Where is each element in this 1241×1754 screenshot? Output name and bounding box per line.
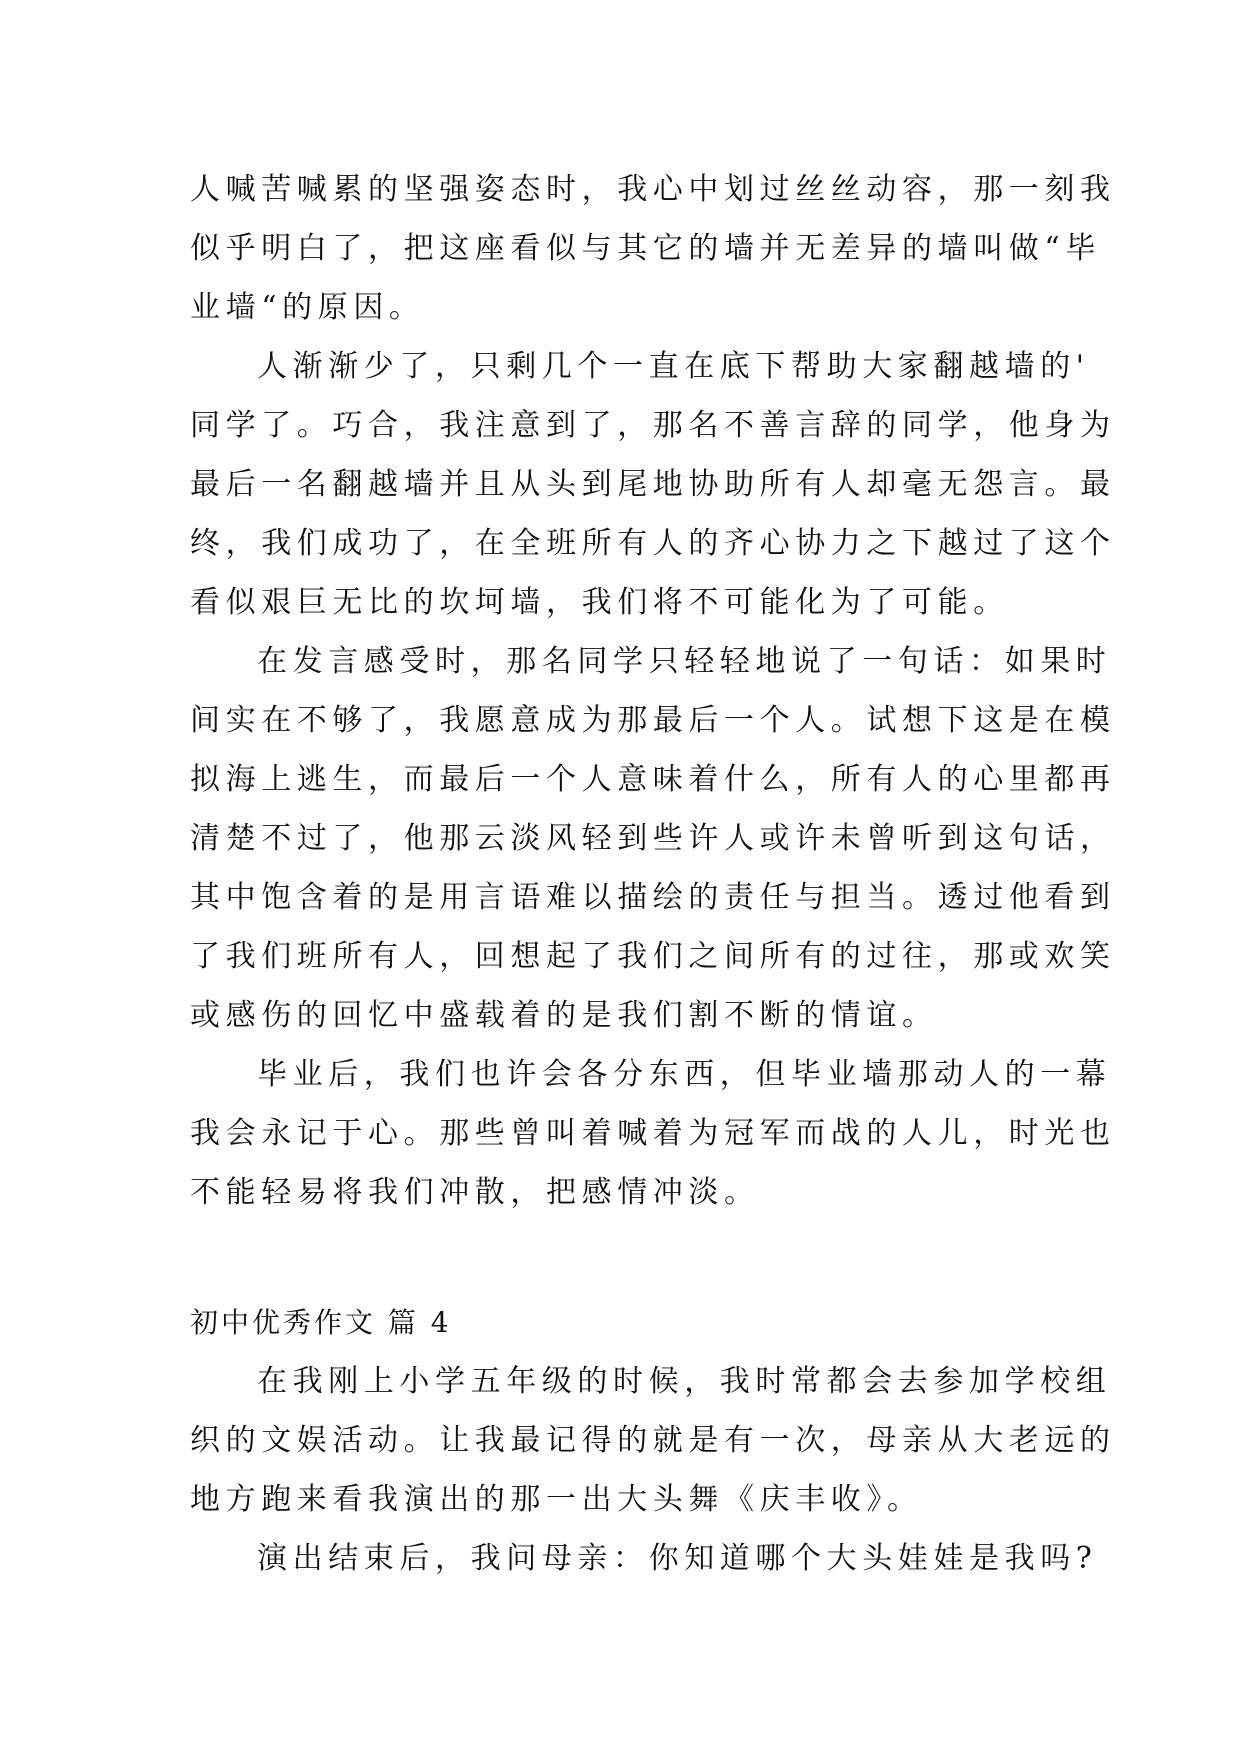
text-line: 同学了。巧合，我注意到了，那名不善言辞的同学，他身为 [190,408,1116,443]
section-heading: 初中优秀作文 篇 4 [190,1306,452,1339]
text-line: 终，我们成功了，在全班所有人的齐心协力之下越过了这个 [190,526,1116,561]
text-line: 拟海上逃生，而最后一个人意味着什么，所有人的心里都再 [190,762,1116,797]
text-line: 或感伤的回忆中盛载着的是我们割不断的情谊。 [190,998,938,1033]
paragraph [190,1529,1098,1588]
text-line: 毕业后，我们也许会各分东西，但毕业墙那动人的一幕 [257,1057,1112,1092]
text-line: 在我刚上小学五年级的时候，我时常都会去参加学校组 [257,1364,1112,1399]
text-line: 最后一名翻越墙并且从头到尾地协助所有人却毫无怨言。最 [190,467,1116,502]
text-line: 我会永记于心。那些曾叫着喊着为冠军而战的人儿，时光也 [190,1116,1116,1151]
paragraph [190,1045,1116,1222]
paragraph [190,160,1116,337]
text-line: 清楚不过了，他那云淡风轻到些许人或许未曾听到这句话， [190,821,1116,856]
paragraph [190,1352,1116,1529]
text-line: 人喊苦喊累的坚强姿态时，我心中划过丝丝动容，那一刻我 [190,172,1116,207]
text-line: 了我们班所有人，回想起了我们之间所有的过往，那或欢笑 [190,939,1116,974]
paragraph [190,337,1116,632]
text-line: 其中饱含着的是用言语难以描绘的责任与担当。透过他看到 [190,880,1116,915]
document-body [190,160,1116,1588]
paragraph [190,632,1116,1045]
text-line: 演出结束后，我问母亲：你知道哪个大头娃娃是我吗? [257,1541,1098,1576]
text-line: 业墙“的原因。 [190,290,425,325]
text-line: 间实在不够了，我愿意成为那最后一个人。试想下这是在模 [190,703,1116,738]
text-line: 似乎明白了，把这座看似与其它的墙并无差异的墙叫做“毕 [190,231,1101,266]
text-line: 地方跑来看我演出的那一出大头舞《庆丰收》。 [190,1482,923,1517]
text-line: 人渐渐少了，只剩几个一直在底下帮助大家翻越墙的' [257,349,1090,384]
text-line: 织的文娱活动。让我最记得的就是有一次，母亲从大老远的 [190,1423,1116,1458]
text-line: 在发言感受时，那名同学只轻轻地说了一句话：如果时 [257,644,1112,679]
section-spacer [190,1222,1050,1293]
text-line: 看似艰巨无比的坎坷墙，我们将不可能化为了可能。 [190,585,1009,620]
text-line: 不能轻易将我们冲散，把感情冲淡。 [190,1175,760,1210]
